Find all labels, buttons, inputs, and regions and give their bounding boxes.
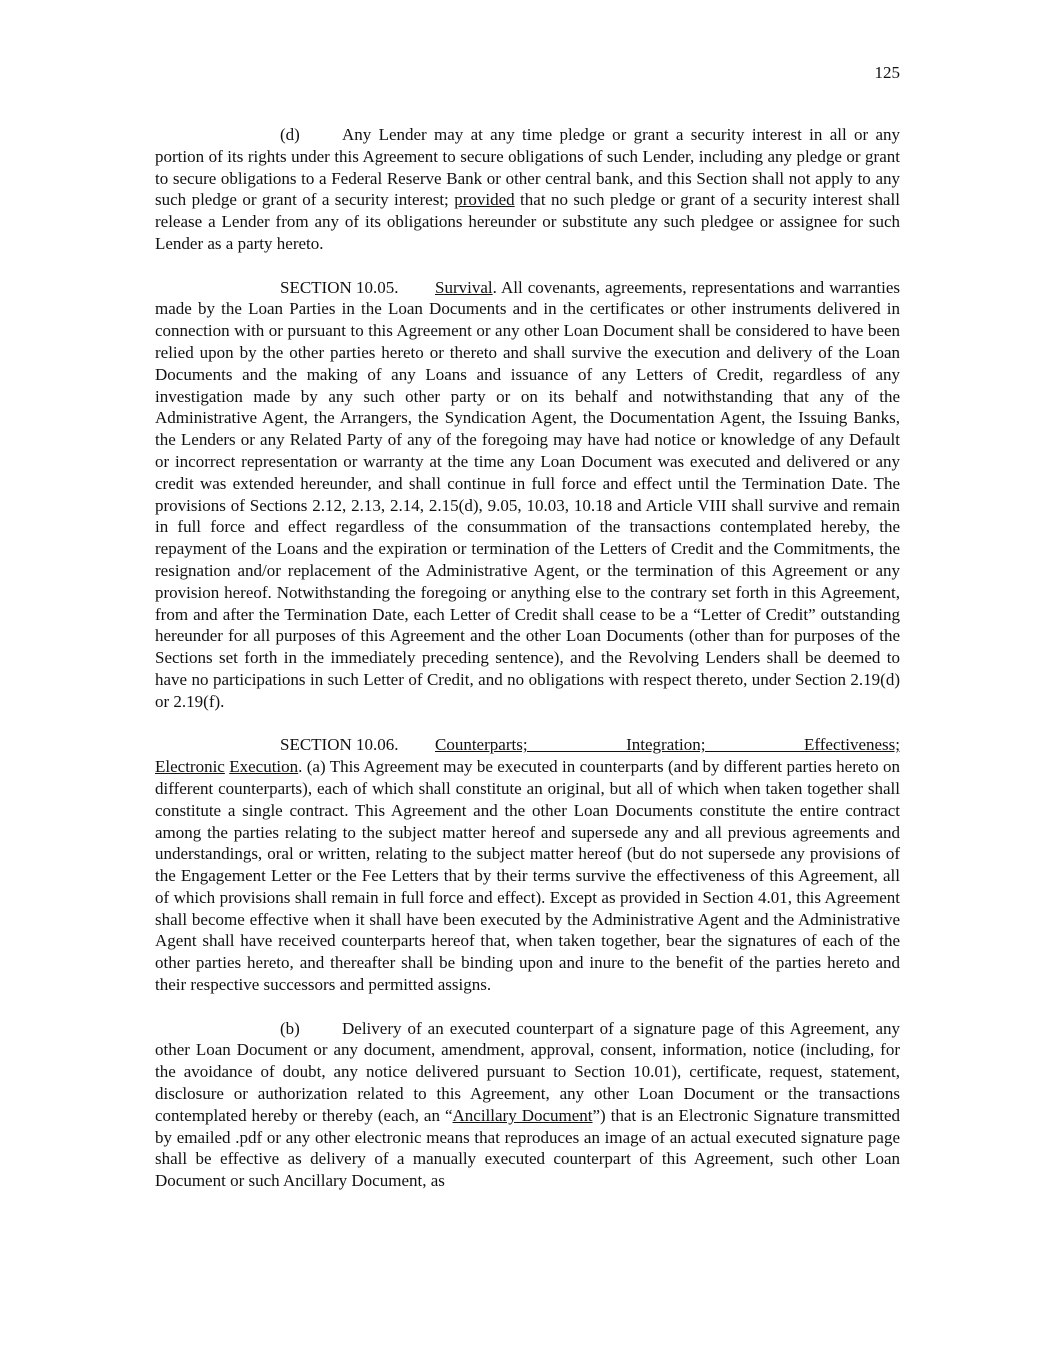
section-10-05-title: Survival [435, 277, 493, 297]
section-10-06 [155, 734, 900, 996]
document-body [155, 124, 900, 1214]
section-10-06-text: . (a) This Agreement may be executed in counterparts (and by different parties hereto on different counterparts), each of which shall constitute an original, but all of which when taken together shall constitute a single contract. This Agreement and the other Loan Documents constitute the entire contract among the parties relating to the subject matter hereof and supersede any and all previous agreements and understandings, oral or written, relating to the subject matter hereof (but do not supersede any provisions of the Engagement Letter or the Fee Letters that by their terms survive the effectiveness of this Agreement, all of which provisions shall remain in full force and effect). Except as provided in Section 4.01, this Agreement shall become effective when it shall have been executed by the Administrative Agent and the Administrative Agent shall have received counterparts hereof that, when taken together, bear the signatures of each of the other parties hereto, and thereafter shall be binding upon and inure to the benefit of the parties hereto and their respective successors and permitted assigns. [155, 757, 901, 995]
paragraph-b-ancillary-document: Ancillary Document [452, 1105, 593, 1125]
paragraph-d [155, 124, 900, 255]
section-10-05-number: SECTION 10.05. [280, 277, 399, 297]
section-10-06-title-line2: Execution [229, 757, 299, 777]
paragraph-d-text-a: Any Lender may at any time pledge or grant a security interest in all or any portion of its rights under this Agreement to secure obligations of such Lender, including any pledge or grant to secure obligations to a Federal Reserve Bank or other central bank, and this Section shall not apply to any such pledge or grant of a security interest; [155, 125, 900, 210]
page-number: 125 [874, 63, 900, 82]
paragraph-b-text-a: Delivery of an executed counterpart of a signature page of this Agreement, any other Loan Document or any document, amendment, approval, consent, information, notice (including, for the avoidance of doubt, any notice delivered pursuant to Section 10.01), certificate, request, statement, disclosure or authorization related to this Agreement, any other Loan Document or the transactions contemplated hereby or thereby (each, an “ [155, 1018, 900, 1125]
paragraph-d-marker: (d) [280, 125, 300, 144]
paragraph-b-text-b: ”) that is an Electronic Signature transmitted by emailed .pdf or any other electronic means that reproduces an image of an actual executed signature page shall be effective as delivery of a manually executed counterpart of this Agreement, such other Loan Document or such Ancillary Document, as [155, 1105, 900, 1191]
section-10-05 [155, 277, 900, 713]
paragraph-d-text-b: that no such pledge or grant of a security interest shall release a Lender from any of its obligations hereunder or substitute any such pledgee or assignee for such Lender as a party hereto. [155, 190, 900, 253]
paragraph-d-provided: provided [454, 190, 515, 210]
section-10-06-title-line1: Counterparts; Integration; Effectiveness; Electronic [155, 735, 900, 777]
paragraph-b [155, 1018, 900, 1192]
section-10-05-text: . All covenants, agreements, representations and warranties made by the Loan Parties in the Loan Documents and in the certificates or other instruments delivered in connection with or pursuant to this Agreement or any other Loan Document shall be considered to have been relied upon by the other parties hereto or thereto and shall survive the execution and delivery of the Loan Documents and the making of any Loans and issuance of any Letters of Credit, regardless of any investigation made by any such other party or on its behalf and notwithstanding that any of the Administrative Agent, the Arrangers, the Syndication Agent, the Documentation Agent, the Issuing Banks, the Lenders or any Related Party of any of the foregoing may have had notice or knowledge of any Default or incorrect representation or warranty at the time any Loan Document was executed and delivered or any credit was extended hereunder, and shall continue in full force and effect until the Termination Date. The provisions of Sections 2.12, 2.13, 2.14, 2.15(d), 9.05, 10.03, 10.18 and Article VIII shall survive and remain in full force and effect regardless of the consummation of the transactions contemplated hereby, the repayment of the Loans and the expiration or termination of the Letters of Credit and the Commitments, the resignation and/or replacement of the Administrative Agent, or the termination of this Agreement or any provision hereof. Notwithstanding the foregoing or anything else to the contrary set forth in this Agreement, from and after the Termination Date, each Letter of Credit shall cease to be a “Letter of Credit” outstanding hereunder for all purposes of this Agreement and the other Loan Documents (other than for purposes of the Sections set forth in the immediately preceding sentence), and the Revolving Lenders shall be deemed to have no participations in such Letter of Credit, and no obligations with respect thereto, under Section 2.19(d) or 2.19(f). [155, 277, 900, 711]
paragraph-b-marker: (b) [280, 1018, 300, 1038]
section-10-06-number: SECTION 10.06. [280, 735, 399, 755]
